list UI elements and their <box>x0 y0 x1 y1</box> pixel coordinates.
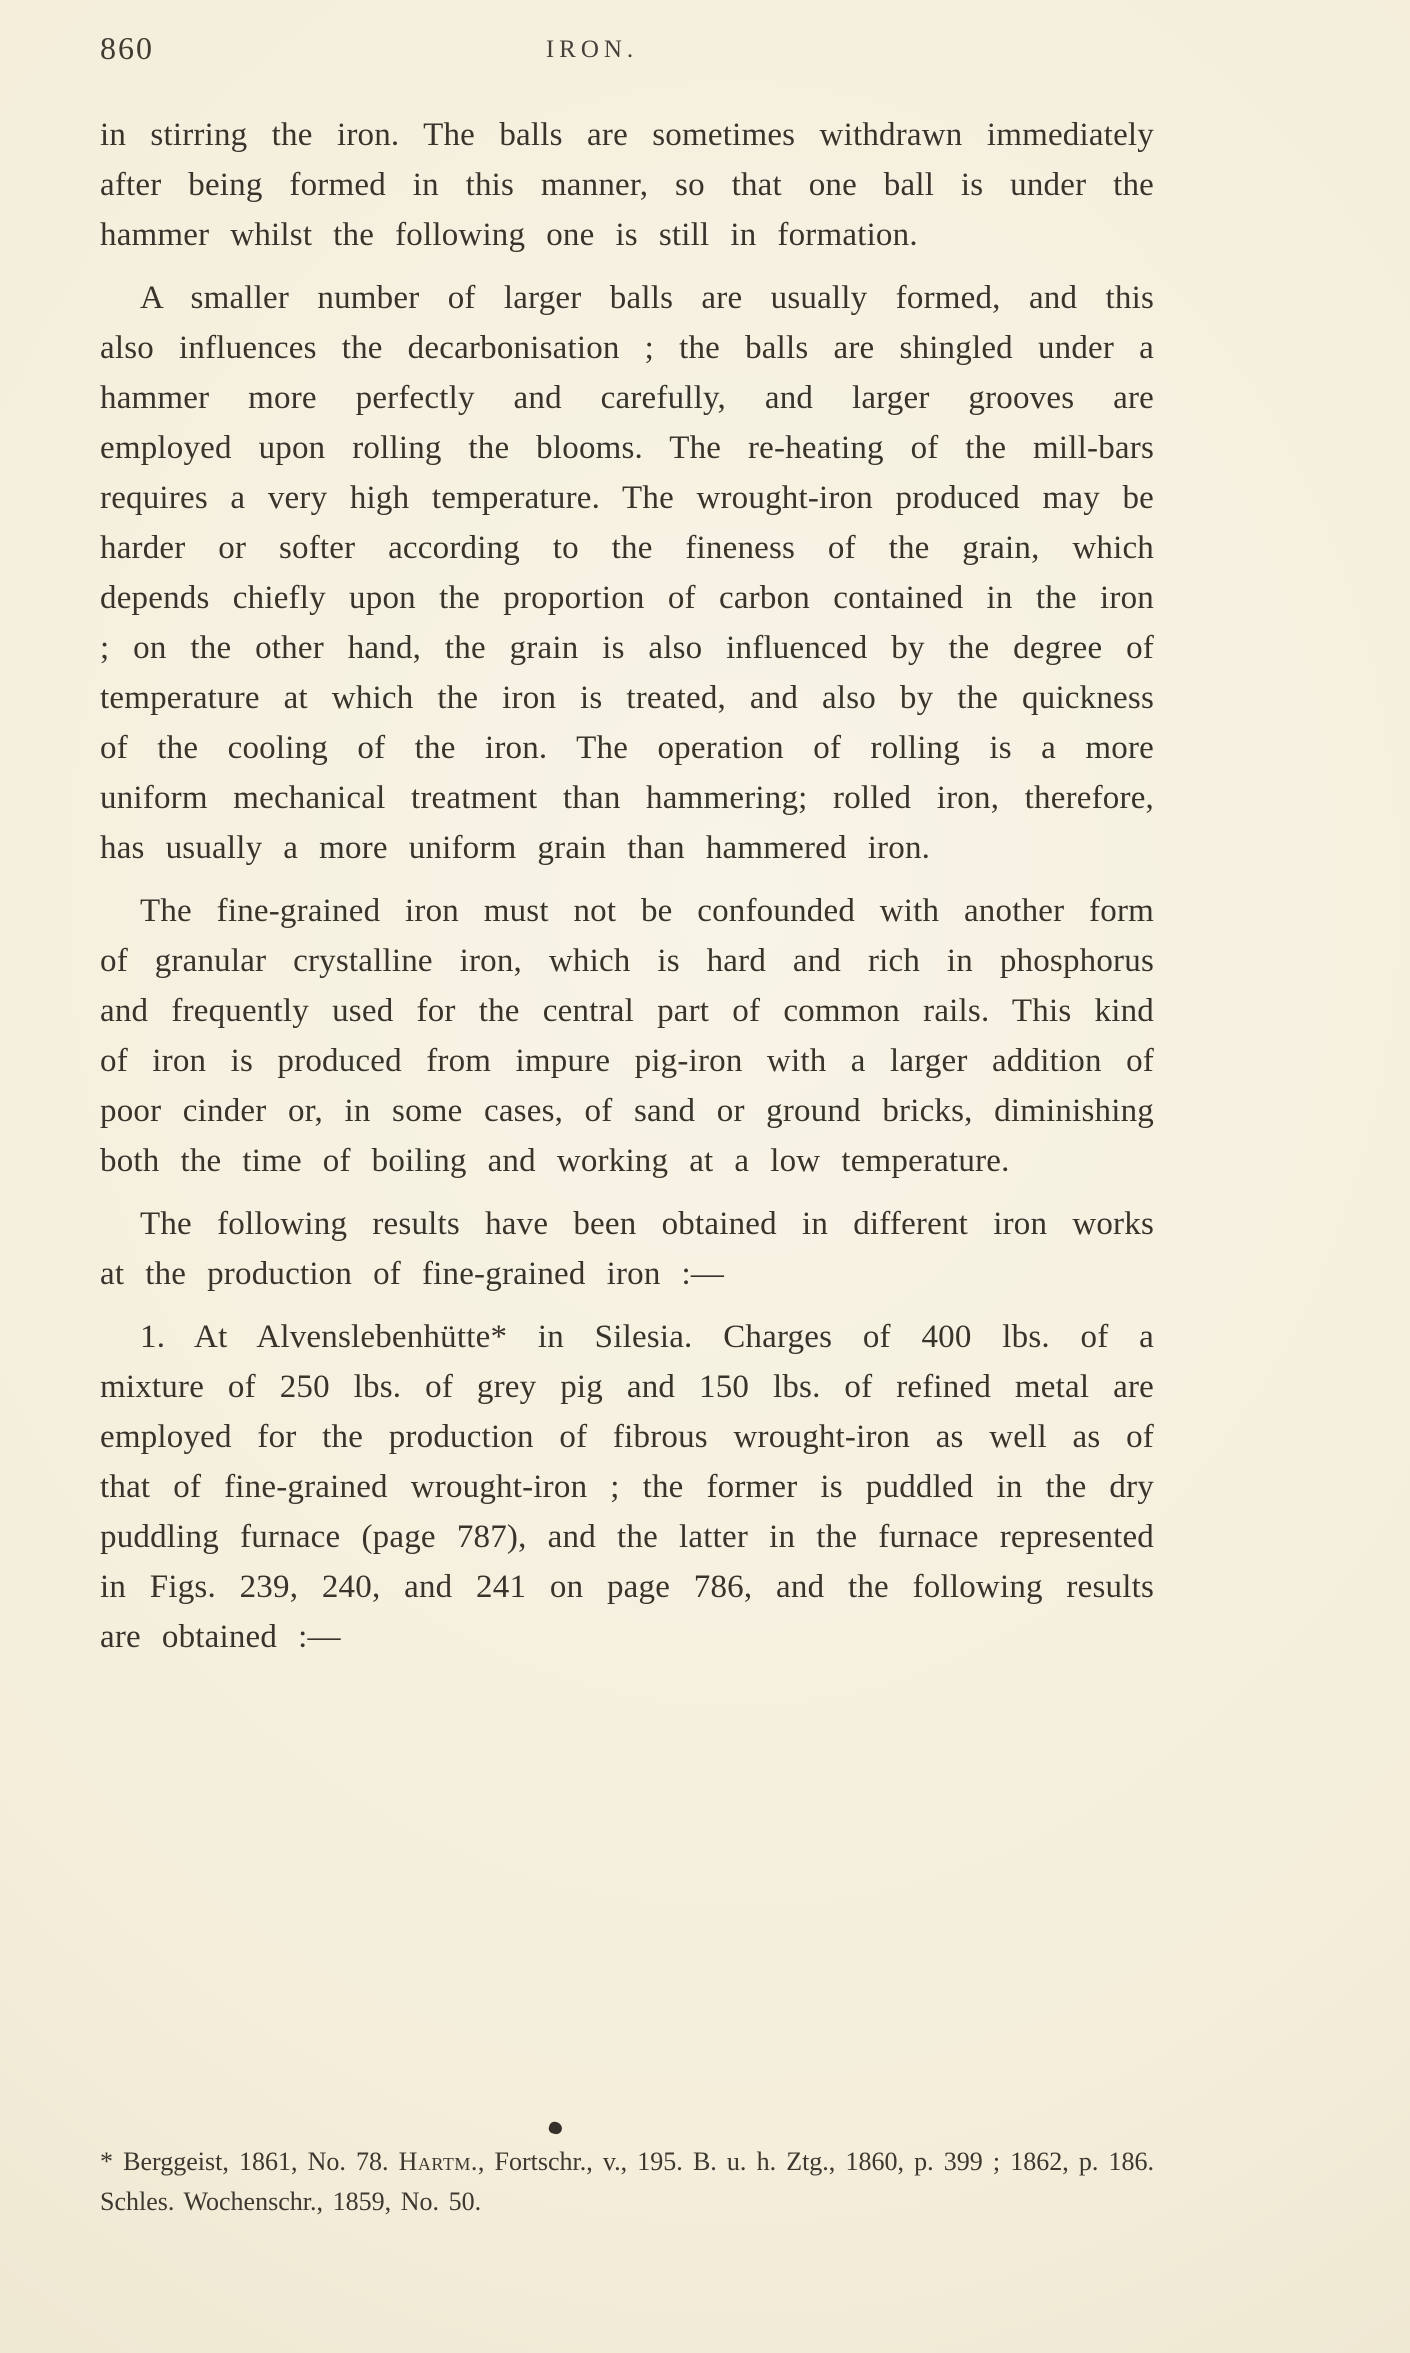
running-title: IRON. <box>545 36 639 63</box>
paragraph: 1. At Alvenslebenhütte* in Silesia. Charges of 400 lbs. of a mixture of 250 lbs. of grey pig and 150 lbs. of refined metal are employed for the production of fibrous wrought-iron as well as of that of fine-grained wrought-iron ; the former is puddled in the dry puddling furnace (page 787), and the latter in the furnace represented in Figs. 239, 240, and 241 on page 786, and the following results are obtained :— <box>100 1319 1154 1655</box>
footnote-text-after: , Fortschr., v., 195. B. u. h. Ztg., 1860, p. 399 ; 1862, p. 186. Schles. Wochenschr., 1859, No. 50. <box>100 2147 1154 2216</box>
paragraph: A smaller number of larger balls are usually formed, and this also influences the decarbonisation ; the balls are shingled under a hammer more perfectly and carefully, and larger grooves are employed upon rolling the blooms. The re-heating of the mill-bars requires a very high temperature. The wrought-iron produced may be harder or softer according to the fineness of the grain, which depends chiefly upon the proportion of carbon contained in the iron ; on the other hand, the grain is also influenced by the degree of temperature at which the iron is treated, and also by the quickness of the cooling of the iron. The operation of rolling is a more uniform mechanical treatment than hammering; rolled iron, therefore, has usually a more uniform grain than hammered iron. <box>100 280 1154 866</box>
body-text <box>100 110 1154 1662</box>
paragraph: in stirring the iron. The balls are sometimes withdrawn immediately after being formed in this manner, so that one ball is under the hammer whilst the following one is still in formation. <box>100 117 1154 253</box>
footnote-text-before: * Berggeist, 1861, No. 78. <box>100 2147 399 2176</box>
paragraph: The fine-grained iron must not be confounded with another form of granular crystalline iron, which is hard and rich in phosphorus and frequently used for the central part of common rails. This kind of iron is produced from impure pig-iron with a larger addition of poor cinder or, in some cases, of sand or ground bricks, diminishing both the time of boiling and working at a low temperature. <box>100 893 1154 1179</box>
footnote <box>100 2142 1154 2222</box>
page-header <box>100 24 1154 76</box>
paragraph: The following results have been obtained in different iron works at the production of fine-grained iron :— <box>100 1206 1154 1292</box>
page-content <box>100 24 1154 1662</box>
ink-spot <box>547 2120 563 2135</box>
footnote-author-smallcaps: Hartm. <box>398 2147 478 2176</box>
page-number: 860 <box>100 30 154 66</box>
